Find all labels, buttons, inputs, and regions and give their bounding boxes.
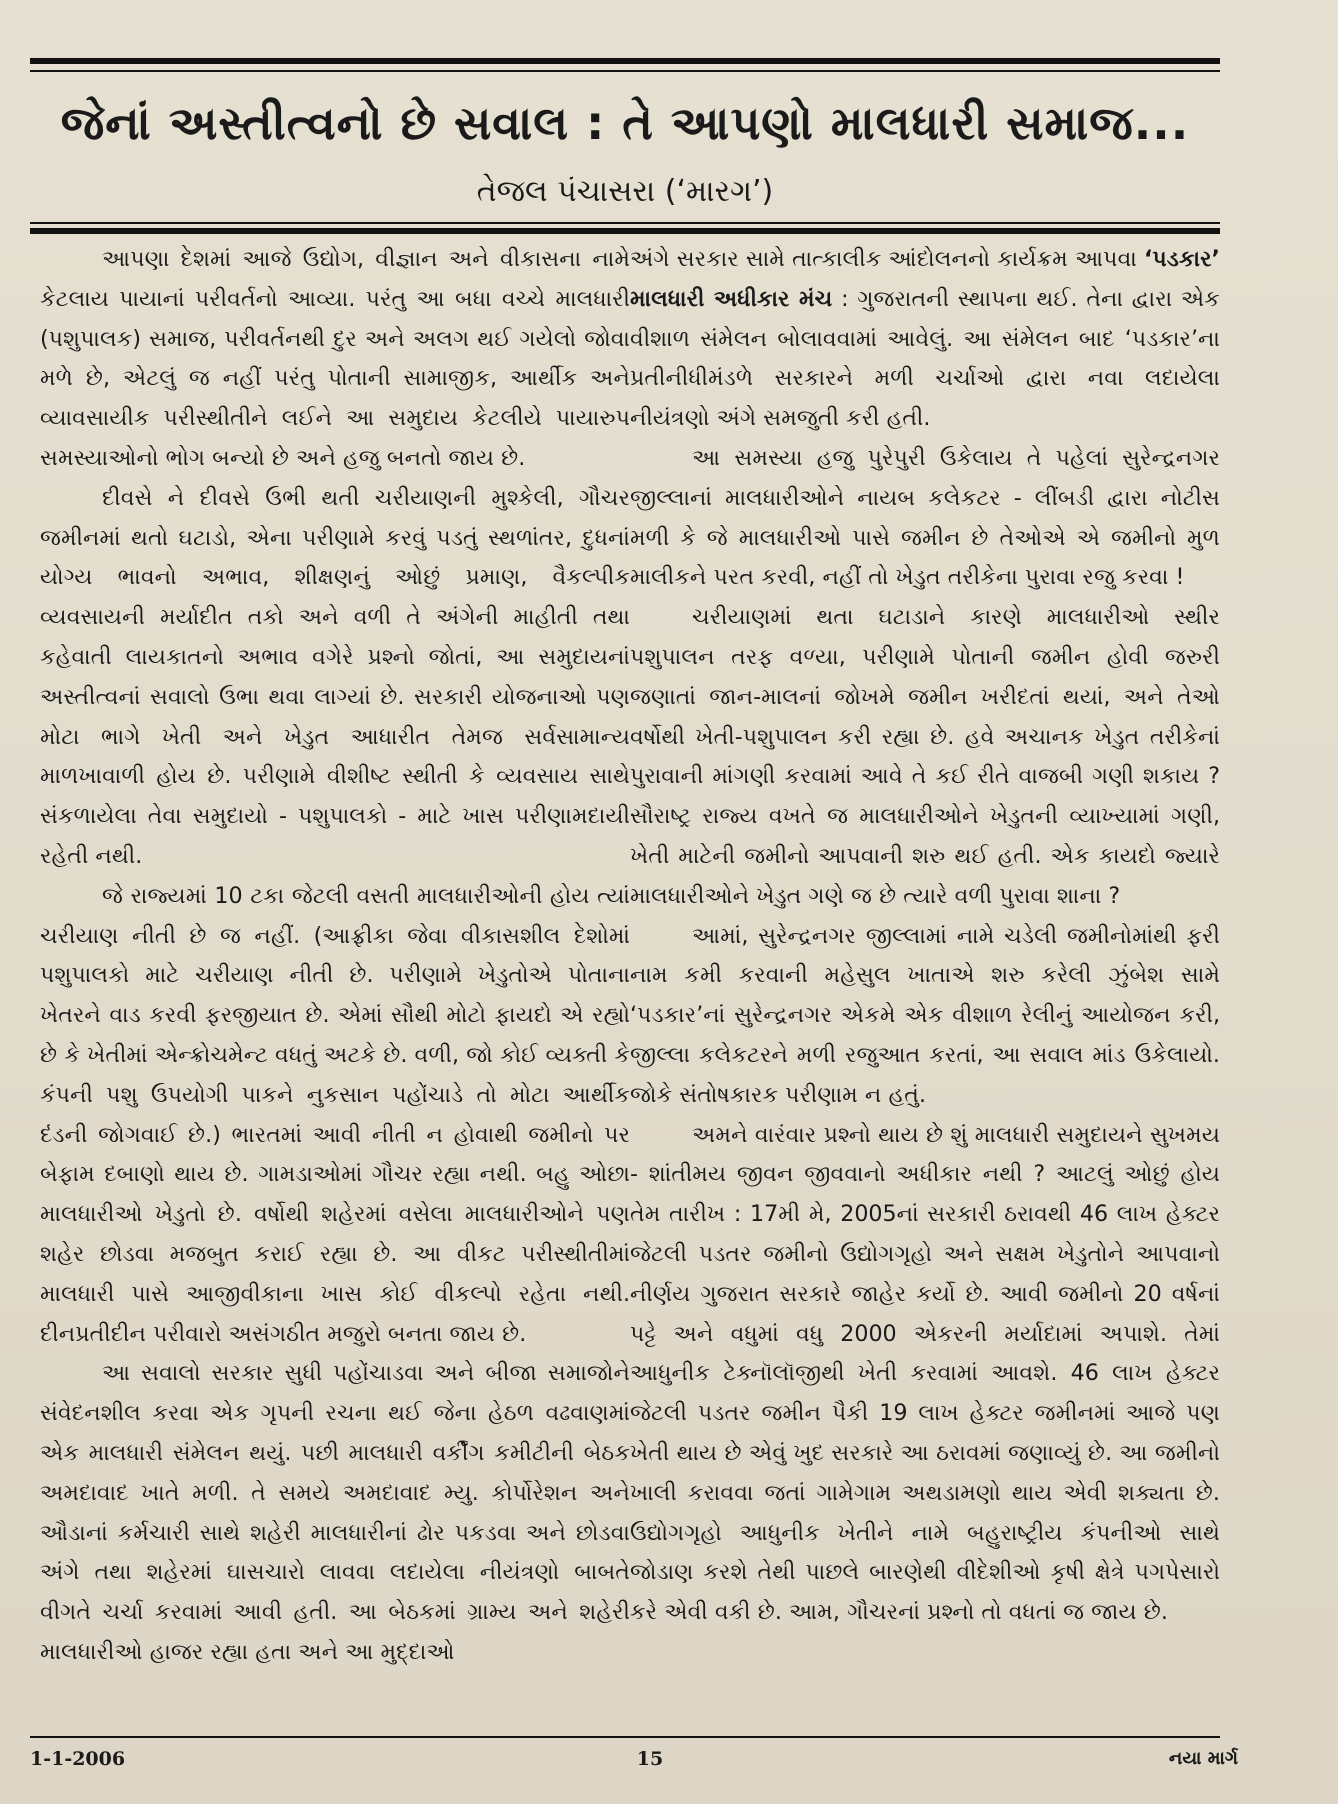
right-paragraph-4: આમાં, સુરેન્દ્રનગર જીલ્લામાં નામે ચડેલી જમીનોમાંથી ફરી નામ કમી કરવાની મહેસુલ ખાતાએ શરુ કરેલી ઝુંબેશ સામે ‘પડકાર’નાં સુરેન્દ્રનગર એકમે એક વીશાળ રેલીનું આયોજન કરી, જીલ્લા કલેકટરને મળી રજુઆત કરતાં, આ સવાલ માંડ ઉકેલાયો. જોકે સંતોષકારક પરીણામ ન હતું.	[630, 922, 1220, 1108]
left-paragraph-3: જે રાજ્યમાં 10 ટકા જેટલી વસતી માલધારીઓની હોય ત્યાં ચરીયાણ નીતી છે જ નહીં. (આફ્રીકા જેવા વીકાસશીલ દેશોમાં પશુપાલકો માટે ચરીયાણ નીતી છે. પરીણામે ખેડુતોએ પોતાના ખેતરને વાડ કરવી ફરજીયાત છે. એમાં સૌથી મોટો ફાયદો એ રહ્યો છે કે ખેતીમાં એન્ક્રોચમેન્ટ વધતું અટકે છે. વળી, જો કોઈ વ્યક્તી કે કંપની પશુ ઉપયોગી પાકને નુકસાન પહોંચાડે તો મોટા આર્થીક દંડની જોગવાઈ છે.) ભારતમાં આવી નીતી ન હોવાથી જમીનો પર બેફામ દબાણો થાય છે. ગામડાઓમાં ગૌચર રહ્યા નથી. બહુ ઓછા માલધારીઓ ખેડુતો છે. વર્ષોથી શહેરમાં વસેલા માલધારીઓને પણ શહેર છોડવા મજબુત કરાઈ રહ્યા છે. આ વીકટ પરીસ્થીતીમાં માલધારી પાસે આજીવીકાના ખાસ કોઈ વીકલ્પો રહેતા નથી. દીનપ્રતીદીન પરીવારો અસંગઠીત મજુરો બનતા જાય છે.	[40, 882, 630, 1347]
right-column	[630, 240, 1220, 1700]
top-rule-thin	[30, 70, 1220, 72]
footer-date: 1-1-2006	[30, 1748, 126, 1770]
left-column	[40, 240, 630, 1700]
right-paragraph-1-start: અંગે સરકાર સામે તાત્કાલીક આંદોલનનો કાર્યક્રમ આપવા	[630, 246, 1137, 272]
footer-rule	[30, 1736, 1220, 1738]
left-paragraph-1: આપણા દેશમાં આજે ઉદ્યોગ, વીજ્ઞાન અને વીકાસના નામે કેટલાય પાયાનાં પરીવર્તનો આવ્યા. પરંતુ આ બધા વચ્ચે માલધારી (પશુપાલક) સમાજ, પરીવર્તનથી દુર અને અલગ થઈ ગયેલો જોવા મળે છે, એટલું જ નહીં પરંતુ પોતાની સામાજીક, આર્થીક અને વ્યાવસાયીક પરીસ્થીતીને લઈને આ સમુદાય કેટલીયે પાયારુપ સમસ્યાઓનો ભોગ બન્યો છે અને હજુ બનતો જાય છે.	[40, 246, 630, 471]
forum-name: ‘પડકાર’ માલધારી અધીકાર મંચ	[630, 246, 1220, 312]
publication-name: નયા માર્ગ	[1168, 1748, 1238, 1769]
left-paragraph-2: દીવસે ને દીવસે ઉભી થતી ચરીયાણની મુશ્કેલી, ગૌચર જમીનમાં થતો ઘટાડો, એના પરીણામે કરવું પડતું સ્થળાંતર, દુધનાં યોગ્ય ભાવનો અભાવ, શીક્ષણનું ઓછું પ્રમાણ, વૈકલ્પીક વ્યવસાયની મર્યાદીત તકો અને વળી તે અંગેની માહીતી તથા કહેવાતી લાયકાતનો અભાવ વગેરે પ્રશ્નો જોતાં, આ સમુદાયનાં અસ્તીત્વનાં સવાલો ઉભા થવા લાગ્યાં છે. સરકારી યોજનાઓ પણ મોટા ભાગે ખેતી અને ખેડુત આધારીત તેમજ સર્વસામાન્ય માળખાવાળી હોય છે. પરીણામે વીશીષ્ટ સ્થીતી કે વ્યવસાય સાથે સંકળાયેલા તેવા સમુદાયો - પશુપાલકો - માટે ખાસ પરીણામદાયી રહેતી નથી.	[40, 484, 630, 869]
right-paragraph-2: આ સમસ્યા હજુ પુરેપુરી ઉકેલાય તે પહેલાં સુરેન્દ્રનગર જીલ્લાનાં માલધારીઓને નાયબ કલેકટર - લીંબડી દ્વારા નોટીસ મળી કે જે માલધારીઓ પાસે જમીન છે તેઓએ એ જમીનો મુળ માલીકને પરત કરવી, નહીં તો ખેડુત તરીકેના પુરાવા રજુ કરવા !	[630, 444, 1220, 591]
page-number: 15	[636, 1748, 664, 1770]
byline-rule-thin	[30, 222, 1220, 224]
right-paragraph-3: ચરીયાણમાં થતા ઘટાડાને કારણે માલધારીઓ સ્થીર પશુપાલન તરફ વળ્યા, પરીણામે પોતાની જમીન હોવી જરુરી જણાતાં જાન-માલનાં જોખમે જમીન ખરીદતાં થયાં, અને તેઓ વર્ષોથી ખેતી-પશુપાલન કરી રહ્યા છે. હવે અચાનક ખેડુત તરીકેનાં પુરાવાની માંગણી કરવામાં આવે તે કઈ રીતે વાજબી ગણી શકાય ? સૌરાષ્ટ્ર રાજ્ય વખતે જ માલધારીઓને ખેડુતની વ્યાખ્યામાં ગણી, ખેતી માટેની જમીનો આપવાની શરુ થઈ હતી. એક કાયદો જ્યારે માલધારીઓને ખેડુત ગણે જ છે ત્યારે વળી પુરાવા શાના ?	[630, 604, 1220, 909]
right-paragraph-1-end: : ગુજરાતની સ્થાપના થઈ. તેના દ્વારા એક વીશાળ સંમેલન બોલાવવામાં આવેલું. આ સંમેલન બાદ ‘પડકાર’ના પ્રતીનીધીમંડળે સરકારને મળી ચર્ચાઓ દ્વારા નવા લદાયેલા નીયંત્રણો અંગે સમજુતી કરી હતી.	[630, 285, 1220, 432]
right-paragraph-5: અમને વારંવાર પ્રશ્નો થાય છે શું માલધારી સમુદાયને સુખમય - શાંતીમય જીવન જીવવાનો અધીકાર નથી ? આટલું ઓછું હોય તેમ તારીખ : 17મી મે, 2005નાં સરકારી ઠરાવથી 46 લાખ હેક્ટર જેટલી પડતર જમીનો ઉદ્યોગગૃહો અને સક્ષમ ખેડુતોને આપવાનો નીર્ણય ગુજરાત સરકારે જાહેર કર્યો છે. આવી જમીનો 20 વર્ષનાં પટ્ટે અને વધુમાં વધુ 2000 એકરની મર્યાદામાં અપાશે. તેમાં આધુનીક ટેક્નૉલૉજીથી ખેતી કરવામાં આવશે. 46 લાખ હેક્ટર જેટલી પડતર જમીન પૈકી 19 લાખ હેક્ટર જમીનમાં આજે પણ ખેતી થાય છે એવું ખુદ સરકારે આ ઠરાવમાં જણાવ્યું છે. આ જમીનો ખાલી કરાવવા જતાં ગામેગામ અથડામણો થાય એવી શક્યતા છે. ઉદ્યોગગૃહો આધુનીક ખેતીને નામે બહુરાષ્ટ્રીય કંપનીઓ સાથે જોડાણ કરશે તેથી પાછલે બારણેથી વીદેશીઓ કૃષી ક્ષેત્રે પગપેસારો કરે એવી વકી છે. આમ, ગૌચરનાં પ્રશ્નો તો વધતાં જ જાય છે.	[630, 1121, 1220, 1626]
article-byline: તેજલ પંચાસરા (‘મારગ’)	[476, 174, 774, 209]
right-paragraph-1	[630, 240, 1220, 439]
top-rule-thick	[30, 58, 1220, 64]
byline-rule-thick	[30, 228, 1220, 234]
article-headline: જેનાં અસ્તીત્વનો છે સવાલ : તે આપણો માલધારી સમાજ...	[60, 96, 1190, 150]
left-paragraph-4: આ સવાલો સરકાર સુધી પહોંચાડવા અને બીજા સમાજોને સંવેદનશીલ કરવા એક ગૃપની રચના થઈ જેના હેઠળ વઢવાણમાં એક માલધારી સંમેલન થયું. પછી માલધારી વર્કીંગ કમીટીની બેઠક અમદાવાદ ખાતે મળી. તે સમયે અમદાવાદ મ્યુ. કોર્પોરેશન અને ઔડાનાં કર્મચારી સાથે શહેરી માલધારીનાં ઢોર પકડવા અને છોડવા અંગે તથા શહેરમાં ઘાસચારો લાવવા લદાયેલા નીયંત્રણો બાબતે વીગતે ચર્ચા કરવામાં આવી હતી. આ બેઠકમાં ગ્રામ્ય અને શહેરી માલધારીઓ હાજર રહ્યા હતા અને આ મુદ્દાઓ	[40, 1360, 630, 1665]
